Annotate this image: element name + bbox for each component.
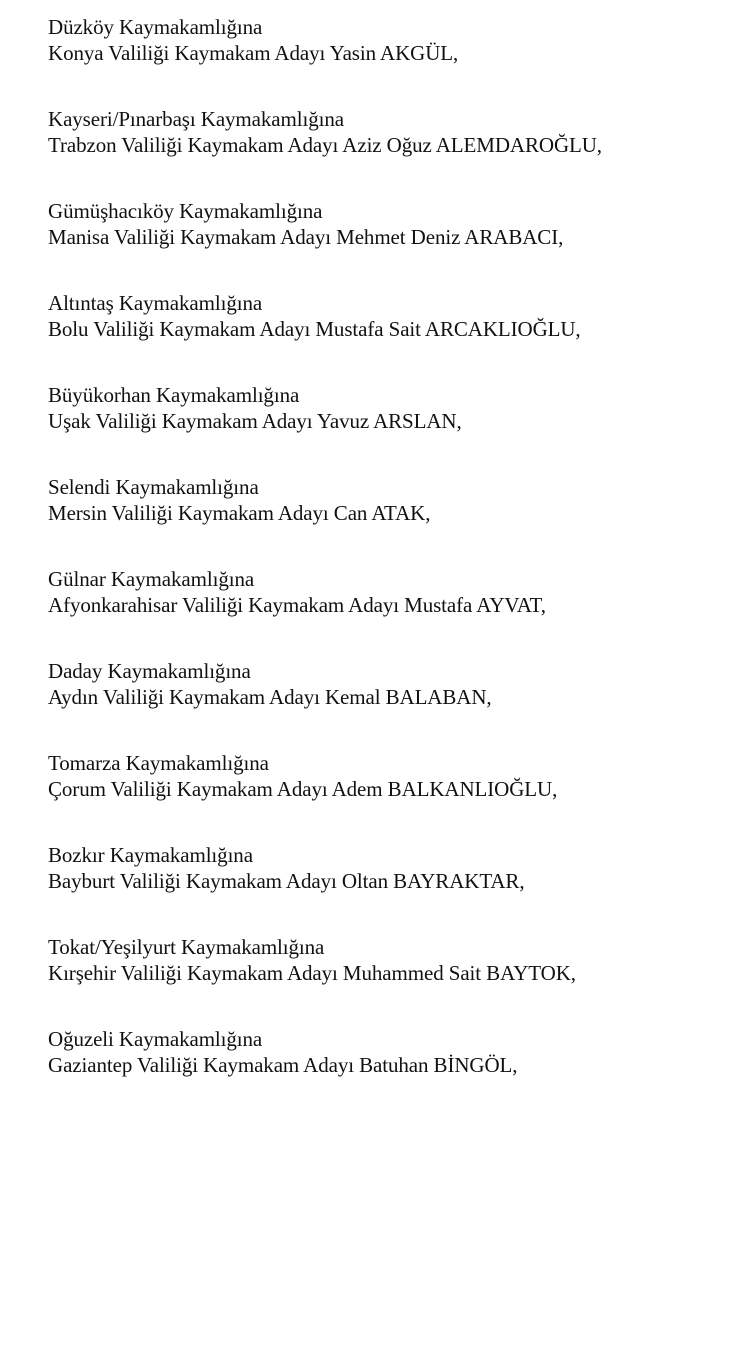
post-line: Bozkır Kaymakamlığına [48,843,253,867]
appointment-entry [48,566,738,618]
post-line: Tokat/Yeşilyurt Kaymakamlığına [48,935,325,959]
appointment-entry [48,750,738,802]
appointment-list [48,14,738,1118]
appointee-line: Uşak Valiliği Kaymakam Adayı Yavuz ARSLAN, [48,409,462,433]
appointment-entry [48,1026,738,1078]
appointment-entry [48,934,738,986]
post-line: Büyükorhan Kaymakamlığına [48,383,300,407]
post-line: Gülnar Kaymakamlığına [48,567,255,591]
post-line: Altıntaş Kaymakamlığına [48,291,263,315]
post-line: Düzköy Kaymakamlığına [48,15,263,39]
post-line: Oğuzeli Kaymakamlığına [48,1027,263,1051]
appointee-line: Çorum Valiliği Kaymakam Adayı Adem BALKANLIOĞLU, [48,777,558,801]
appointee-line: Afyonkarahisar Valiliği Kaymakam Adayı Mustafa AYVAT, [48,593,546,617]
appointee-line: Bolu Valiliği Kaymakam Adayı Mustafa Sait ARCAKLIOĞLU, [48,317,581,341]
appointee-line: Bayburt Valiliği Kaymakam Adayı Oltan BAYRAKTAR, [48,869,525,893]
appointee-line: Manisa Valiliği Kaymakam Adayı Mehmet Deniz ARABACI, [48,225,564,249]
appointee-line: Konya Valiliği Kaymakam Adayı Yasin AKGÜL, [48,41,459,65]
appointee-line: Aydın Valiliği Kaymakam Adayı Kemal BALABAN, [48,685,492,709]
post-line: Daday Kaymakamlığına [48,659,251,683]
appointee-line: Kırşehir Valiliği Kaymakam Adayı Muhammed Sait BAYTOK, [48,961,576,985]
post-line: Tomarza Kaymakamlığına [48,751,269,775]
appointment-entry [48,198,738,250]
post-line: Kayseri/Pınarbaşı Kaymakamlığına [48,107,344,131]
post-line: Gümüşhacıköy Kaymakamlığına [48,199,323,223]
appointment-entry [48,106,738,158]
appointee-line: Gaziantep Valiliği Kaymakam Adayı Batuhan BİNGÖL, [48,1053,518,1077]
appointment-entry [48,14,738,66]
appointee-line: Mersin Valiliği Kaymakam Adayı Can ATAK, [48,501,431,525]
appointee-line: Trabzon Valiliği Kaymakam Adayı Aziz Oğuz ALEMDAROĞLU, [48,133,602,157]
appointment-entry [48,290,738,342]
appointment-entry [48,658,738,710]
appointment-entry [48,382,738,434]
appointment-entry [48,474,738,526]
appointment-entry [48,842,738,894]
post-line: Selendi Kaymakamlığına [48,475,259,499]
